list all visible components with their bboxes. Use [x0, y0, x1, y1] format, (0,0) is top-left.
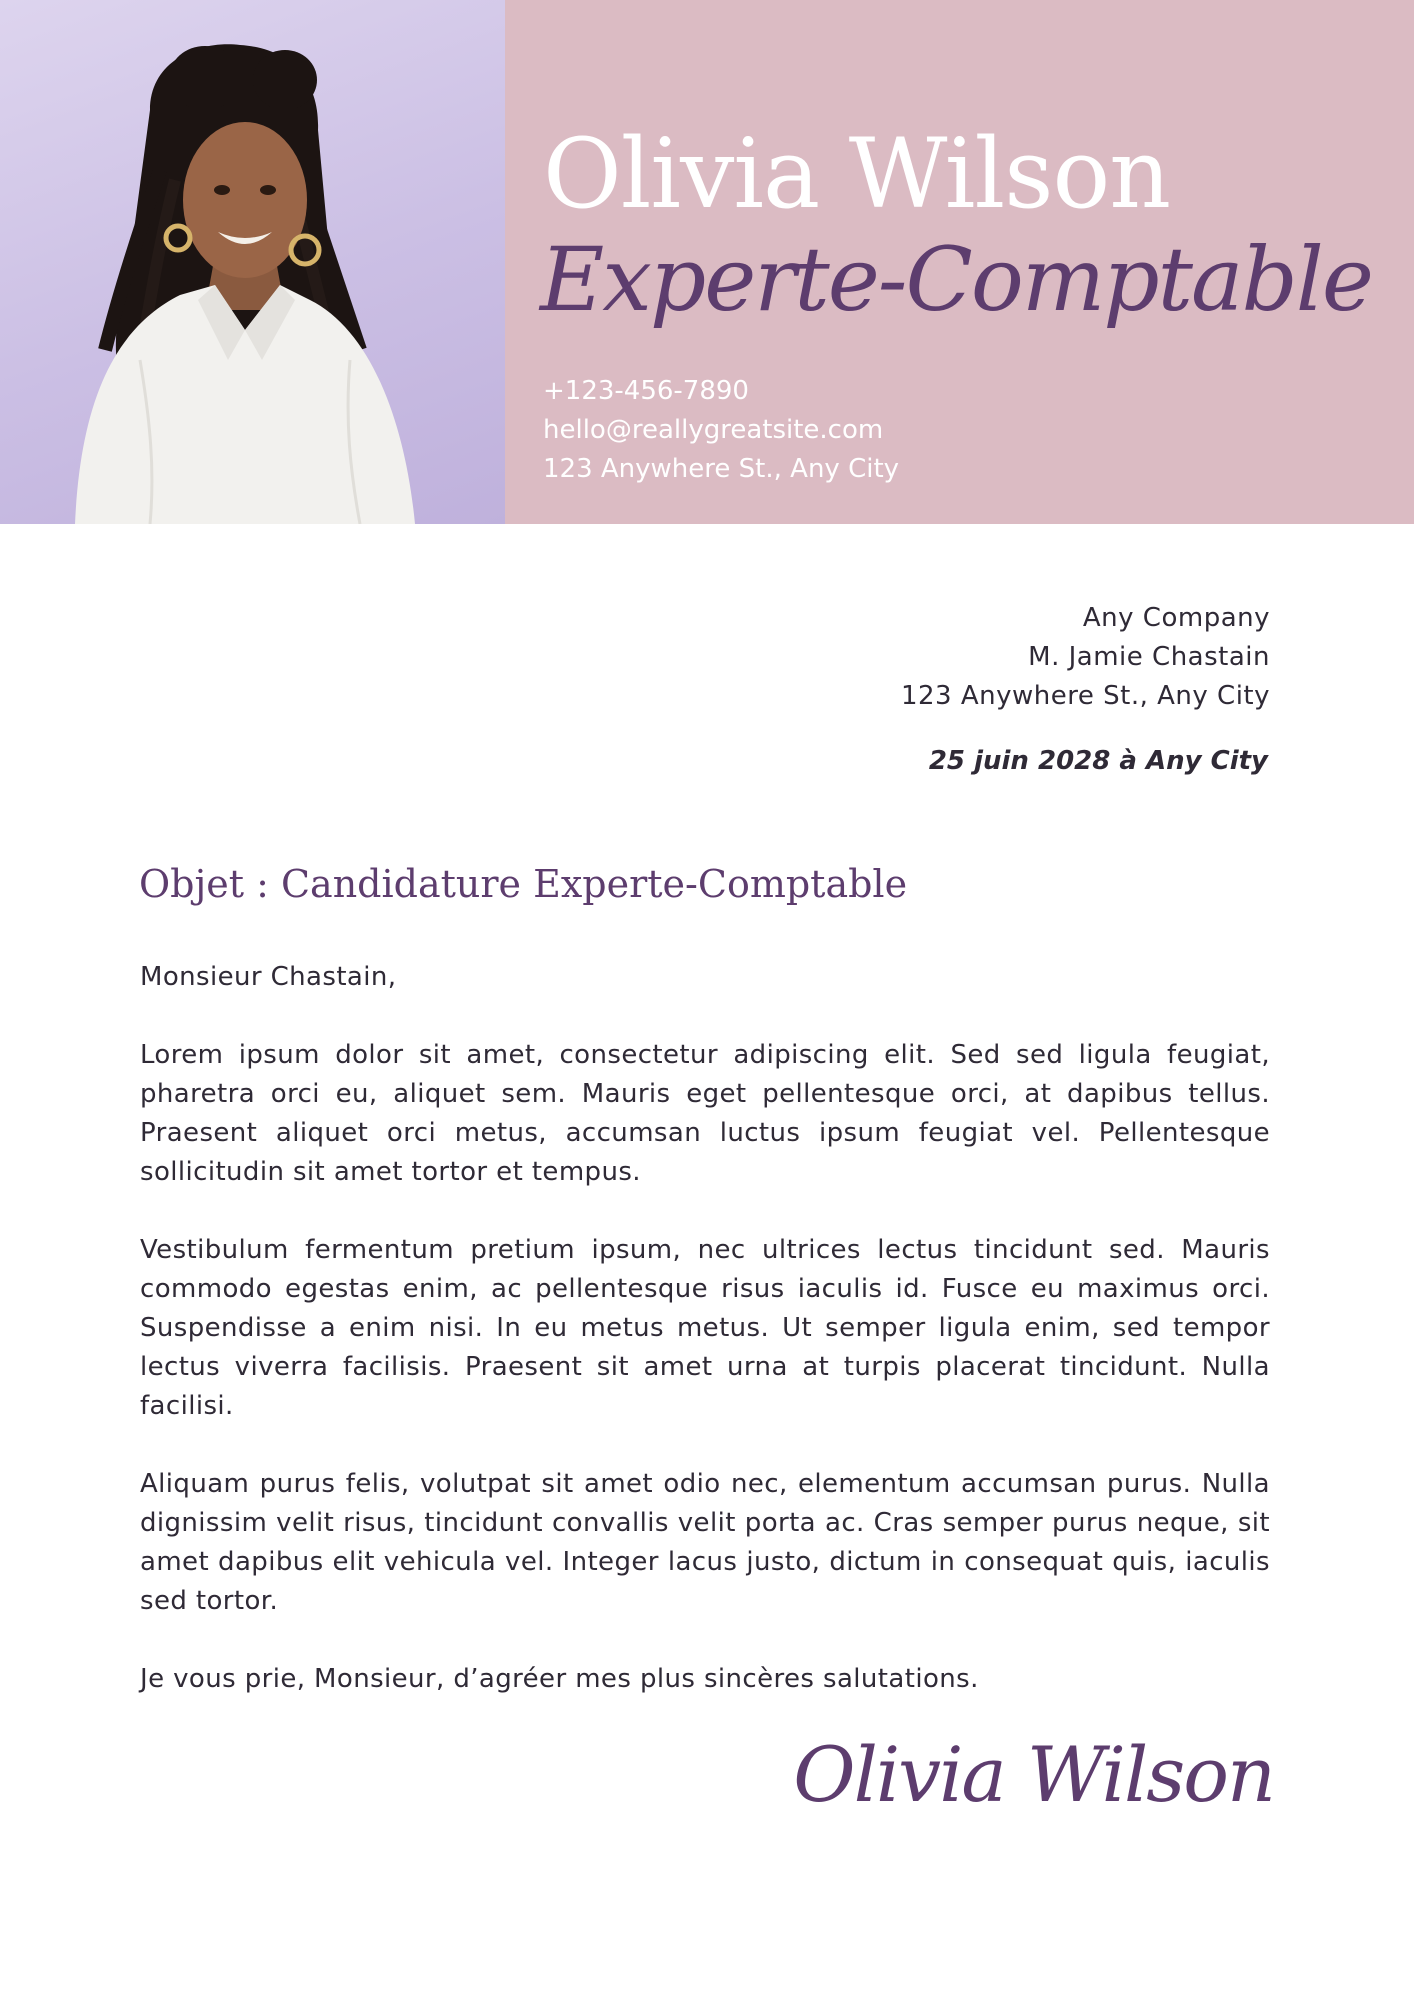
phone-number: +123-456-7890	[543, 376, 749, 406]
signature: Olivia Wilson	[793, 1730, 1274, 1819]
recipient-block	[901, 599, 1270, 716]
recipient-person: M. Jamie Chastain	[1028, 642, 1270, 672]
paragraph-2: Vestibulum fermentum pretium ipsum, nec ultrices lectus tincidunt sed. Mauris commodo egestas enim, ac pellentesque risus iaculis id. Fusce eu maximus orci. Suspendisse a enim nisi. In eu metus metus. Ut semper ligula enim, sed tempor lectus viverra facilisis. Praesent sit amet urna at turpis placerat tincidunt. Nulla facilisi.	[140, 1235, 1270, 1421]
paragraph-3: Aliquam purus felis, volutpat sit amet odio nec, elementum accumsan purus. Nulla dignissim velit risus, tincidunt convallis velit porta ac. Cras semper purus neque, sit amet dapibus elit vehicula vel. Integer lacus justo, dictum in consequat quis, iaculis sed tortor.	[140, 1469, 1270, 1616]
candidate-name: Olivia Wilson	[543, 118, 1171, 230]
postal-address: 123 Anywhere St., Any City	[543, 454, 900, 484]
contact-info	[543, 372, 899, 489]
letter-header	[0, 0, 1414, 524]
paragraph-1: Lorem ipsum dolor sit amet, consectetur adipiscing elit. Sed sed ligula feugiat, pharetra orci eu, aliquet sem. Mauris eget pellentesque orci, at dapibus tellus. Praesent aliquet orci metus, accumsan luctus ipsum feugiat vel. Pellentesque sollicitudin sit amet tortor et tempus.	[140, 1040, 1270, 1187]
letter-subject: Objet : Candidature Experte-Comptable	[139, 862, 908, 906]
recipient-address: 123 Anywhere St., Any City	[900, 681, 1270, 711]
email-address: hello@reallygreatsite.com	[543, 415, 884, 445]
greeting: Monsieur Chastain,	[140, 962, 397, 992]
profile-photo	[0, 0, 505, 524]
letter-body	[140, 958, 1270, 1738]
letter-date: 25 juin 2028 à Any City	[928, 746, 1268, 776]
recipient-company: Any Company	[1082, 603, 1270, 633]
closing: Je vous prie, Monsieur, d’agréer mes plus sincères salutations.	[140, 1664, 979, 1694]
job-title: Experte-Comptable	[540, 228, 1372, 331]
